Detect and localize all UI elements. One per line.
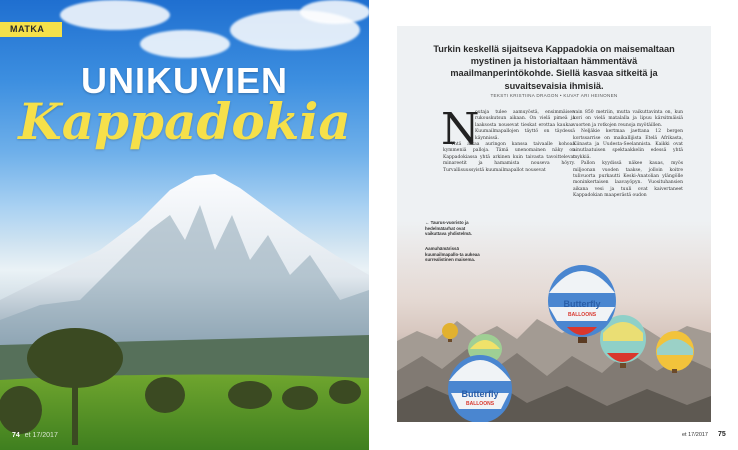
- column1-body: Yhtä aikaa auringon kanssa taivaalle kohoaa kymmeniä palloja. Tämä unenomainen näky on Kappadokiassa yhtä arkinen kuin taivasta tavoittelevat minareetit ja hamamista nouseva höyry. Turvallisuussyistä kuumailmapallot nousevat: [443, 142, 575, 173]
- title-line-2: Kappadokia: [18, 92, 351, 151]
- text-column-2: [573, 110, 683, 200]
- right-page: [369, 0, 738, 450]
- balloon-brand2-foreground: BALLOONS: [465, 401, 495, 407]
- caption-2: Aamuhämärissä kuumailmapallo-ta aukeaa surrealistinen maisema.: [425, 246, 480, 263]
- page-number: 74: [12, 432, 20, 439]
- article-credit: TEKSTI KRISTIINA DRAGON • KUVAT ARI HEINONEN: [490, 93, 618, 98]
- page-footer: et 17/2017: [24, 432, 58, 439]
- page-number-left: [12, 432, 58, 439]
- title-line-1: UNIKUVIEN: [80, 60, 289, 101]
- column2-paragraph-3: Pallon kyydissä näkee kauas, myös miljoonan vuoden taakse, jolloin koitre tulivuorta purkautti Keski-Anatolian ylängölle moninkertaisen laavayöpyn. Vuosituhansien aikana vesi ja tuuli ovat kaivertaneet Kappadokian maaperästä oudon: [573, 161, 683, 199]
- text-column-1: [443, 110, 575, 174]
- column2-paragraph-1: vain 850 metriin, mutta vaikuttavinta on, kun kori on vielä matalalla ja lipuu kärsitmäisiä vuorten ja rotkojen reunoja myötäillen.: [573, 110, 683, 128]
- drop-cap: N: [441, 104, 480, 155]
- balloon-brand2: BALLOONS: [567, 312, 597, 318]
- caption-1: ← Taurus-vuoristo ja hedelmätarhat ovat vaikuttava yhdistelmä.: [425, 220, 472, 237]
- column2-paragraph-2: Neljäkie kertmaa jaettana 12 bergen kortssarrise on maikallijista Etelä Afrikasta, Kiinasta ja Uudesta-Seelannista. Kaikki ovat ainutlaatuisen spektaakkelin edessä yhtä mykkiä.: [573, 129, 683, 160]
- page-number-right: 75: [718, 431, 726, 438]
- article-panel: [397, 26, 711, 422]
- balloon-brand-foreground: Butterfly: [461, 389, 499, 399]
- article-lead: Turkin keskellä sijaitseva Kappadokia on maisemaltaan mystinen ja historialtaan hämmentävä maailmanperintökohde. Siellä kasvaa sitkeitä ja suvaitsevaisia ihmisiä.: [433, 44, 675, 91]
- balloon-brand: Butterfly: [563, 299, 601, 309]
- balloon-foreground: [448, 355, 512, 422]
- section-label: MATKA: [0, 22, 62, 37]
- page-footer-right: et 17/2017: [682, 432, 708, 438]
- column1-intro: outaja tulee aamuyöstä, ensimmäisen rukouskutsun aikaan. On vielä pimeä ja laaksosta nousevat tieskat erottaa kaukaa. Kuumailmapallojen täyttö on täydessä käynnissä.: [475, 110, 575, 141]
